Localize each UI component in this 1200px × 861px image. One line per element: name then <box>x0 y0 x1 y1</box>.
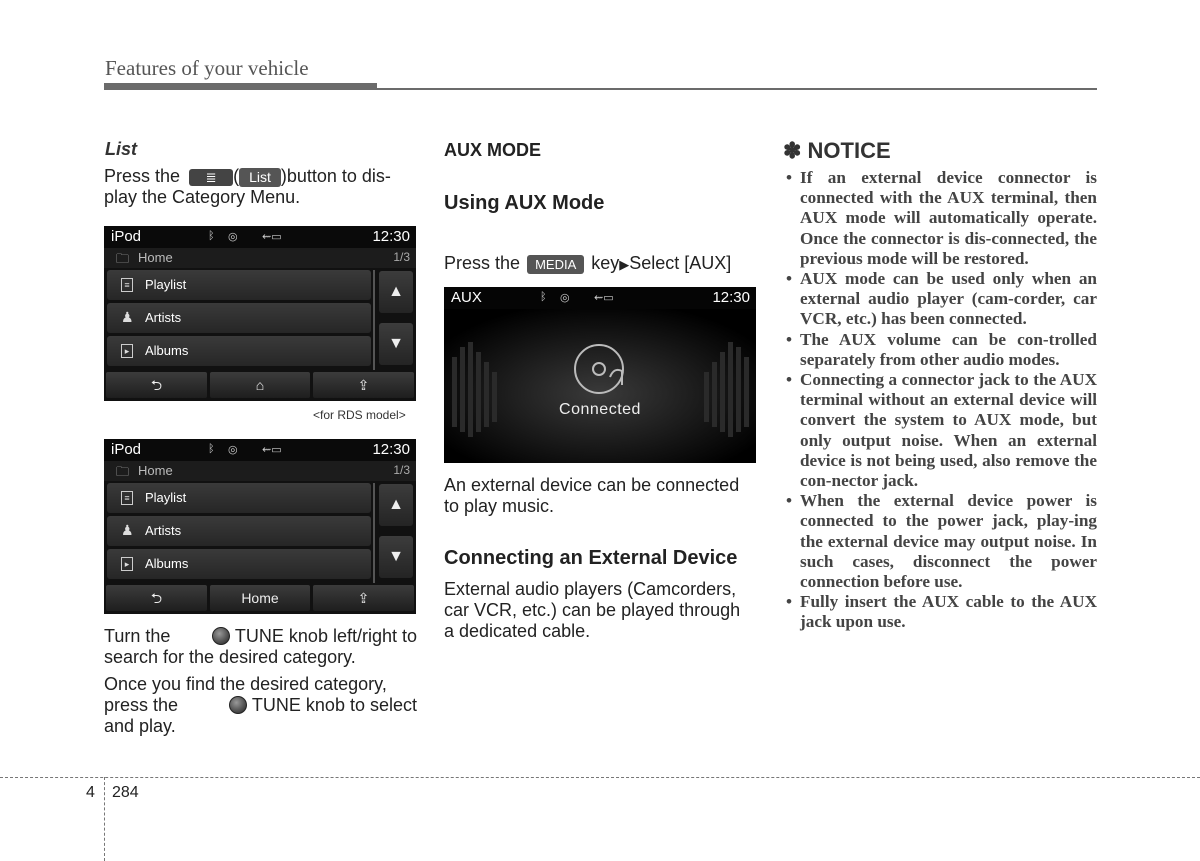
scroll-down-button[interactable]: ▼ <box>379 536 413 578</box>
text: search for the desired category. <box>104 647 356 667</box>
home-button[interactable]: ⌂ <box>210 372 310 398</box>
page-indicator: 1/3 <box>393 463 410 477</box>
disc-icon: ◎ <box>560 292 570 304</box>
media-instruction <box>444 253 731 275</box>
text: press the <box>104 695 179 715</box>
list-item-label: Playlist <box>145 490 187 505</box>
tune-knob-icon <box>212 627 230 645</box>
text: car VCR, etc.) can be played through <box>444 600 741 620</box>
notice-item: • Fully insert the AUX cable to the AUX jack upon use. <box>783 592 1097 632</box>
list-item-label: Artists <box>145 523 182 538</box>
bluetooth-icon: ᛒ <box>540 291 547 303</box>
screen-caption: <for RDS model> <box>313 408 406 422</box>
list-item-label: Artists <box>145 310 182 325</box>
bluetooth-icon: ᛒ <box>208 443 215 455</box>
notice-item: • When the external device power is connected to the power jack, play-ing the external device may output noise. In such cases, disconnect the power connection before use. <box>783 491 1097 592</box>
tune-knob-icon <box>229 696 247 714</box>
disc-icon: ◎ <box>228 444 238 456</box>
text: play the Category Menu. <box>104 187 301 207</box>
connecting-heading: Connecting an External Device <box>444 547 738 569</box>
menu-button-icon: ≣ <box>189 169 233 186</box>
text: to play music. <box>444 496 555 516</box>
using-aux-heading: Using AUX Mode <box>444 192 605 214</box>
list-item-label: Playlist <box>145 277 187 292</box>
scroll-up-button[interactable]: ▲ <box>379 484 413 526</box>
up-folder-button[interactable]: ⇪ <box>313 585 414 611</box>
select-paragraph <box>104 674 417 737</box>
notice-item: • Connecting a connector jack to the AUX terminal without an external device will convert the system to AUX mode, but only output noise. When an external device is not being used, also remove the con-nector jack. <box>783 370 1097 491</box>
page-number: 284 <box>112 784 139 801</box>
list-item-playlist[interactable] <box>107 270 371 300</box>
clock: 12:30 <box>372 228 410 245</box>
screen-title: iPod <box>111 441 142 458</box>
footer-divider <box>104 777 105 861</box>
aux-background-art <box>444 287 756 463</box>
person-icon: ♟ <box>121 309 134 325</box>
usb-icon: ⇜▭ <box>262 444 282 456</box>
list-item-playlist[interactable] <box>107 483 371 513</box>
text: Press the <box>104 166 181 186</box>
usb-icon: ⇜▭ <box>262 231 282 243</box>
album-icon: ▸ <box>121 557 133 571</box>
up-folder-button[interactable]: ⇪ <box>313 372 414 398</box>
notice-title: ✽ NOTICE <box>783 138 891 163</box>
page-header-title: Features of your vehicle <box>105 56 309 80</box>
scroll-down-button[interactable]: ▼ <box>379 323 413 365</box>
page-indicator: 1/3 <box>393 250 410 264</box>
text: Select [AUX] <box>629 253 732 273</box>
screen-title: iPod <box>111 228 142 245</box>
aux-mode-heading: AUX MODE <box>444 140 542 160</box>
footer-rule <box>0 777 1200 778</box>
text: )button to dis- <box>280 166 391 186</box>
text: a dedicated cable. <box>444 621 591 641</box>
scroll-up-button[interactable]: ▲ <box>379 271 413 313</box>
home-button[interactable]: Home <box>210 585 310 611</box>
list-item-albums[interactable] <box>107 336 371 366</box>
arrow-right-icon: ▶ <box>619 257 630 272</box>
text: An external device can be connected <box>444 475 740 495</box>
breadcrumb-label: Home <box>138 463 173 478</box>
text: TUNE knob left/right to <box>234 626 417 646</box>
aux-description <box>444 475 757 517</box>
scrollbar[interactable] <box>373 270 375 370</box>
list-heading: List <box>105 139 138 159</box>
bluetooth-icon: ᛒ <box>208 230 215 242</box>
list-item-artists[interactable] <box>107 516 371 546</box>
paren: ( <box>233 166 240 186</box>
breadcrumb <box>104 248 416 268</box>
scrollbar[interactable] <box>373 483 375 583</box>
disc-icon: ◎ <box>228 231 238 243</box>
text: Press the <box>444 253 521 273</box>
text: key <box>591 253 620 273</box>
ipod-screen <box>104 439 416 614</box>
list-item-artists[interactable] <box>107 303 371 333</box>
notice-item: • If an external device connector is connected with the AUX terminal, then AUX mode will automatically operate. Once the connector is dis-connected, the previous mode will be restored. <box>783 168 1097 269</box>
text: Once you find the desired category, <box>104 674 387 694</box>
notice-list <box>783 168 1097 633</box>
clock: 12:30 <box>372 441 410 458</box>
back-button[interactable]: ⮌ <box>106 585 207 611</box>
person-icon: ♟ <box>121 522 134 538</box>
tune-paragraph <box>104 626 417 668</box>
ipod-screen-rds <box>104 226 416 401</box>
aux-status-text: Connected <box>559 401 641 418</box>
media-key: MEDIA <box>527 255 584 274</box>
connecting-description <box>444 579 757 642</box>
list-instruction <box>104 166 417 208</box>
list-item-label: Albums <box>145 556 189 571</box>
playlist-icon: ≡ <box>121 278 133 292</box>
breadcrumb-label: Home <box>138 250 173 265</box>
playlist-icon: ≡ <box>121 491 133 505</box>
list-item-label: Albums <box>145 343 189 358</box>
clock: 12:30 <box>712 289 750 306</box>
header-rule-accent <box>104 83 377 90</box>
aux-screen <box>444 287 756 463</box>
folder-icon: 🗀 <box>116 251 130 266</box>
status-bar <box>104 226 416 248</box>
status-bar <box>104 439 416 461</box>
folder-icon: 🗀 <box>116 464 130 479</box>
list-button: List <box>239 168 281 187</box>
list-item-albums[interactable] <box>107 549 371 579</box>
notice-item: • The AUX volume can be con-trolled separately from other audio modes. <box>783 330 1097 370</box>
screen-title: AUX <box>451 289 482 306</box>
status-bar <box>444 287 756 309</box>
text: and play. <box>104 716 176 736</box>
breadcrumb <box>104 461 416 481</box>
section-number: 4 <box>86 784 95 801</box>
usb-icon: ⇜▭ <box>594 292 614 304</box>
album-icon: ▸ <box>121 344 133 358</box>
text: External audio players (Camcorders, <box>444 579 737 599</box>
text: Turn the <box>104 626 171 646</box>
back-button[interactable]: ⮌ <box>106 372 207 398</box>
notice-item: • AUX mode can be used only when an external audio player (cam-corder, car VCR, etc.) has been connected. <box>783 269 1097 330</box>
text: TUNE knob to select <box>251 695 417 715</box>
